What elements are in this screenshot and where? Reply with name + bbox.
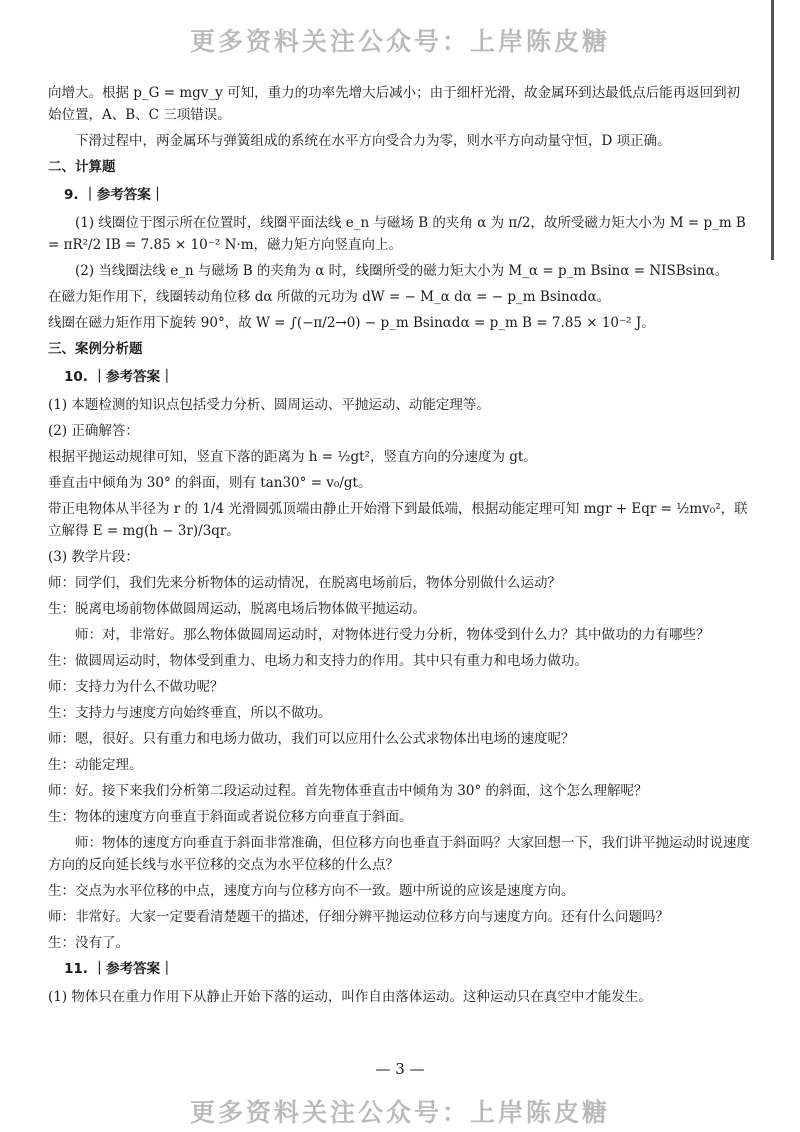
text-line: (3) 教学片段： (48, 549, 139, 565)
text-line: 带正电物体从半径为 r 的 1/4 光滑圆弧顶端由静止开始滑下到最低端，根据动能定理可知 mgr + Eqr = ½mv₀²，联立解得 E = mg(h − 3r)/3qr。 (48, 501, 748, 539)
text-line: 下滑过程中，两金属环与弹簧组成的系统在水平方向受合力为零，则水平方向动量守恒，D 项正确。 (75, 133, 671, 149)
text-line: 线圈在磁力矩作用下旋转 90°，故 W = ∫(−π/2→0) − p_m Bsinαdα = p_m B = 7.85 × 10⁻² J。 (48, 315, 655, 331)
answer-heading: 11. ｜参考答案｜ (64, 961, 174, 977)
text-line: 生：没有了。 (48, 935, 129, 951)
text-line: 师：嗯，很好。只有重力和电场力做功，我们可以应用什么公式求物体出电场的速度呢？ (48, 731, 575, 747)
text-line: 根据平抛运动规律可知，竖直下落的距离为 h = ½gt²，竖直方向的分速度为 gt。 (48, 449, 537, 465)
text-line: 生：脱离电场前物体做圆周运动，脱离电场后物体做平抛运动。 (48, 601, 426, 617)
page-number: — 3 — (375, 1060, 425, 1078)
text-line: 师：同学们，我们先来分析物体的运动情况，在脱离电场前后，物体分别做什么运动？ (48, 575, 561, 591)
text-line: (2) 正确解答： (48, 423, 139, 439)
text-line: 师：支持力为什么不做功呢？ (48, 679, 224, 695)
answer-heading: 10. ｜参考答案｜ (64, 369, 174, 385)
text-line: 师：好。接下来我们分析第二段运动过程。首先物体垂直击中倾角为 30° 的斜面，这个怎么理解呢？ (48, 783, 648, 799)
text-line: 生：交点为水平位移的中点，速度方向与位移方向不一致。题中所说的应该是速度方向。 (48, 883, 575, 899)
scan-edge-bar (771, 0, 774, 260)
text-line: 生：支持力与速度方向始终垂直，所以不做功。 (48, 705, 332, 721)
watermark-bottom: 更多资料关注公众号：上岸陈皮糖 (189, 1098, 610, 1127)
text-line: 生：做圆周运动时，物体受到重力、电场力和支持力的作用。其中只有重力和电场力做功。 (48, 653, 588, 669)
text-line: 在磁力矩作用下，线圈转动角位移 dα 所做的元功为 dW = − M_α dα = − p_m Bsinαdα。 (48, 289, 611, 305)
answer-heading: 9. ｜参考答案｜ (64, 187, 165, 203)
text-line: 生：动能定理。 (48, 757, 143, 773)
watermark-top: 更多资料关注公众号：上岸陈皮糖 (189, 27, 610, 56)
text-line: 师：对，非常好。那么物体做圆周运动时，对物体进行受力分析，物体受到什么力？其中做功的力有哪些？ (75, 627, 710, 643)
text-line: (1) 物体只在重力作用下从静止开始下落的运动，叫作自由落体运动。这种运动只在真空中才能发生。 (48, 989, 652, 1005)
text-line: (1) 线圈位于图示所在位置时，线圈平面法线 e_n 与磁场 B 的夹角 α 为 π/2，故所受磁力矩大小为 M = p_m B = πR²/2 IB = 7.85 × 10⁻² N·m，磁力矩方向竖直向上。 (48, 215, 746, 253)
text-line: 垂直击中倾角为 30° 的斜面，则有 tan30° = v₀/gt。 (48, 475, 372, 491)
text-line: 师：非常好。大家一定要看清楚题干的描述，仔细分辨平抛运动位移方向与速度方向。还有什么问题吗？ (48, 909, 669, 925)
text-line: 生：物体的速度方向垂直于斜面或者说位移方向垂直于斜面。 (48, 809, 413, 825)
text-line: (2) 当线圈法线 e_n 与磁场 B 的夹角为 α 时，线圈所受的磁力矩大小为 M_α = p_m Bsinα = NISBsinα。 (75, 263, 729, 279)
text-line: (1) 本题检测的知识点包括受力分析、圆周运动、平抛运动、动能定理等。 (48, 397, 490, 413)
text-line: 师：物体的速度方向垂直于斜面非常准确，但位移方向也垂直于斜面吗？大家回想一下，我们讲平抛运动时说速度方向的反向延长线与水平位移的交点为水平位移的什么点？ (48, 835, 750, 873)
section-heading: 二、计算题 (48, 159, 116, 175)
page-content (48, 82, 750, 1012)
text-line: 向增大。根据 p_G = mgv_y 可知，重力的功率先增大后减小；由于细杆光滑，故金属环到达最低点后能再返回到初始位置，A、B、C 三项错误。 (48, 85, 741, 123)
section-heading: 三、案例分析题 (48, 341, 143, 357)
